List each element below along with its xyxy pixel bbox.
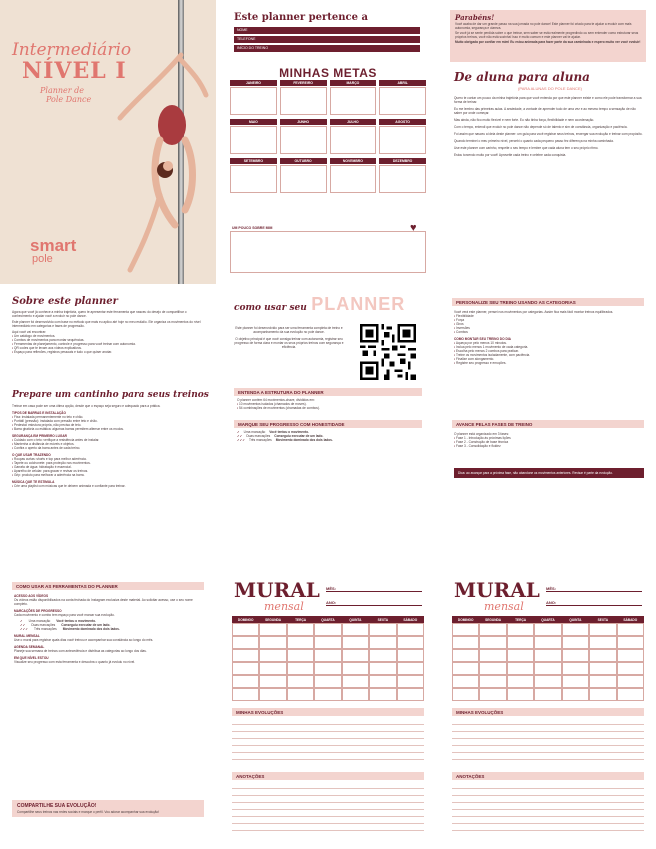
calendar-day-cell[interactable] bbox=[589, 649, 616, 662]
evolutions-title: MINHAS EVOLUÇÕES bbox=[232, 708, 424, 716]
phase-item: ▪ Fase 3 - Consolidação e fluidez bbox=[454, 444, 644, 448]
calendar-day-cell[interactable] bbox=[589, 662, 616, 675]
calendar-day-cell[interactable] bbox=[369, 675, 396, 688]
student-paragraph: Eu me lembro das primeiras aulas. A ansiedade, a vontade de aprender tudo de uma vez e ao mesmo tempo a sensação de não saber por onde começar. bbox=[454, 107, 636, 115]
calendar-day-cell[interactable] bbox=[287, 688, 314, 701]
qr-code[interactable] bbox=[360, 324, 416, 380]
goal-month[interactable]: ABRIL bbox=[379, 80, 426, 115]
calendar-day-cell[interactable] bbox=[314, 623, 341, 636]
calendar-day-cell[interactable] bbox=[589, 675, 616, 688]
step-item: ▪ Finalize com alongamento. bbox=[454, 357, 644, 361]
goal-month[interactable]: JANEIRO bbox=[230, 80, 277, 115]
calendar-day-cell[interactable] bbox=[369, 636, 396, 649]
calendar-day-cell[interactable] bbox=[259, 688, 286, 701]
prepare-item: ▪ Portátil (pressão): instalada com pressão entre teto e chão. bbox=[12, 419, 204, 423]
howto-intro1: Este planner foi desenvolvido para ser uma ferramenta completa de treino e acompanhamento da sua evolução no pole dance. bbox=[235, 326, 343, 334]
mural-title-a: MURAL bbox=[454, 578, 540, 602]
prepare-item: ▪ Fixa: instalada permanentemente no teto e chão. bbox=[12, 415, 204, 419]
calendar-day-cell[interactable] bbox=[287, 662, 314, 675]
calendar-day-cell[interactable] bbox=[479, 662, 506, 675]
tools-box-title: COMO USAR AS FERRAMENTAS DO PLANNER bbox=[12, 582, 204, 590]
calendar-day-cell[interactable] bbox=[534, 688, 561, 701]
notes-lines[interactable] bbox=[232, 782, 424, 831]
calendar-day-cell[interactable] bbox=[562, 636, 589, 649]
congrats-p3: Muito obrigada por confiar em mim! Eu estou animada para fazer parte da sua caminhada e espero muito ver você evoluir! bbox=[455, 40, 641, 44]
student-paragraph: Quero te contar um pouco da minha trajetória para que você entenda por que este planner existe e como ele pode transformar a sua forma de treinar. bbox=[454, 96, 642, 104]
structure-box-title: ENTENDA A ESTRUTURA DO PLANNER bbox=[234, 388, 422, 396]
cover-page bbox=[0, 0, 216, 284]
share-text: Compartilhe seus treinos nas redes sociais e marque o perfil. Vou adorar acompanhar sua evolução! bbox=[17, 810, 160, 814]
congrats-box bbox=[450, 10, 646, 62]
step-item: ▪ Registre seu progresso e emoções. bbox=[454, 361, 644, 365]
calendar-day-cell[interactable] bbox=[314, 688, 341, 701]
student-paragraph: Use este planner com carinho, respeite o seu tempo e lembre que cada aluna tem o seu próprio ritmo. bbox=[454, 146, 599, 150]
howto-title-b: PLANNER bbox=[311, 294, 406, 314]
tools-section-text: Cada movimento e combo tem espaço para você marcar sua evolução. bbox=[14, 613, 115, 617]
calendar-day-cell[interactable] bbox=[452, 649, 479, 662]
calendar-header: DOMINGO SEGUNDA TERÇA QUARTA QUINTA SEXTA SÁBADO bbox=[452, 616, 644, 623]
structure-item: ▪ 10 movimentos isolados (chamados de moves). bbox=[237, 402, 419, 406]
calendar-day-cell[interactable] bbox=[397, 636, 424, 649]
calendar-day-cell[interactable] bbox=[479, 675, 506, 688]
category-item: ▪ Inversões bbox=[454, 326, 644, 330]
cover-subtitle-line1: Planner de bbox=[40, 86, 84, 95]
calendar-day-cell[interactable] bbox=[534, 623, 561, 636]
calendar-day-cell[interactable] bbox=[287, 649, 314, 662]
mural-page-1 bbox=[220, 572, 436, 849]
about-item: ▪ QR codes que te levam aos vídeos explicativos. bbox=[12, 346, 204, 350]
prepare-item: ▪ Barra giratória ou estática: algumas barras permitem alternar entre os modos. bbox=[12, 427, 204, 431]
congrats-p1: Você acaba de dar um grande passo na sua jornada no pole dance! Este planner foi criado para te ajudar a evoluir com mais autonomia, segurança e clareza. bbox=[455, 22, 632, 30]
calendar-day-cell[interactable] bbox=[562, 662, 589, 675]
calendar-day-cell[interactable] bbox=[452, 662, 479, 675]
progress-box bbox=[234, 420, 422, 444]
phase-item: ▪ Fase 1 - Introdução às próximas lições bbox=[454, 436, 644, 440]
calendar-day-cell[interactable] bbox=[589, 636, 616, 649]
goal-month[interactable]: AGOSTO bbox=[379, 119, 426, 154]
calendar-day-cell[interactable] bbox=[232, 675, 259, 688]
mural-title-a: MURAL bbox=[234, 578, 320, 602]
about-p2: Este planner foi desenvolvido com base no método que mais eu aplico até hoje no meu estúdio. Ele organiza os movimentos do nível intermediário em categorias e fases de progressão. bbox=[12, 320, 201, 328]
prepare-item: ▪ Garrafa de água: hidratação é essencial. bbox=[12, 465, 204, 469]
student-paragraph: Mas ainda, não fico muito flexível e nem forte. Eu não tinha força, flexibilidade e nem coordenação. bbox=[454, 118, 595, 122]
howto-title bbox=[234, 294, 405, 315]
calendar-body bbox=[452, 623, 644, 701]
calendar-day-cell[interactable] bbox=[479, 636, 506, 649]
prepare-item: ▪ Cuidado com o teto: verifique a resistência antes de instalar. bbox=[12, 438, 204, 442]
calendar-day-cell[interactable] bbox=[342, 688, 369, 701]
calendar bbox=[452, 616, 644, 701]
calendar-day-cell[interactable] bbox=[534, 649, 561, 662]
calendar-day-cell[interactable] bbox=[507, 662, 534, 675]
phase-item: ▪ Fase 2 - Construção de base técnica bbox=[454, 440, 644, 444]
howto-intro bbox=[234, 326, 344, 349]
calendar-day-cell[interactable] bbox=[617, 623, 644, 636]
calendar-day-cell[interactable] bbox=[452, 636, 479, 649]
calendar-day-cell[interactable] bbox=[479, 688, 506, 701]
calendar-day-cell[interactable] bbox=[479, 649, 506, 662]
tools-section-title: MARCAÇÕES DE PROGRESSO bbox=[14, 609, 62, 613]
calendar-day-cell[interactable] bbox=[342, 636, 369, 649]
personalize-page bbox=[440, 288, 656, 568]
step-item: ▪ Inclua pelo menos 1 movimento de cada categoria. bbox=[454, 345, 644, 349]
cover-subtitle-line2: Pole Dance bbox=[46, 95, 92, 104]
calendar-day-cell[interactable] bbox=[314, 636, 341, 649]
calendar-day-cell[interactable] bbox=[259, 675, 286, 688]
student-paragraph: Quando terminei o meu primeiro nível, percebi o quanto cada pequeno passo fez diferença na minha caminhada. bbox=[454, 139, 614, 143]
calendar-day-cell[interactable] bbox=[507, 636, 534, 649]
calendar-day-cell[interactable] bbox=[259, 649, 286, 662]
calendar-day-cell[interactable] bbox=[369, 688, 396, 701]
brand-logo bbox=[30, 238, 76, 264]
prepare-item: ▪ Pedestal: estrutura própria, não precisa de teto. bbox=[12, 423, 204, 427]
about-title: Sobre este planner bbox=[12, 296, 118, 307]
calendar-day-cell[interactable] bbox=[342, 649, 369, 662]
category-item: ▪ Força bbox=[454, 318, 644, 322]
prepare-title: Prepare um cantinho para seus treinos bbox=[12, 390, 209, 400]
congrats-p2: Se você já se sente perdida sobre o que treinar, sem saber se está realmente progredindo ou sem entender como estruturar seus próprios treinos, você não está sozinha! Isso é muito comum e este planner vai te ajudar. bbox=[455, 31, 639, 39]
about-list-title: Aqui você vai encontrar: bbox=[12, 330, 47, 334]
calendar-day-cell[interactable] bbox=[232, 623, 259, 636]
steps-title: COMO MONTAR SEU TREINO DO DIA bbox=[454, 337, 511, 341]
calendar-day-cell[interactable] bbox=[287, 623, 314, 636]
about-page bbox=[0, 288, 216, 568]
calendar-day-cell[interactable] bbox=[562, 675, 589, 688]
calendar-day-cell[interactable] bbox=[452, 675, 479, 688]
calendar-day-cell[interactable] bbox=[342, 662, 369, 675]
tools-section-title: MURAL MENSAL bbox=[14, 634, 40, 638]
howto-page bbox=[220, 288, 436, 568]
calendar-day-cell[interactable] bbox=[534, 662, 561, 675]
step-item: ▪ Aqueça por pelo menos 10 minutos. bbox=[454, 341, 644, 345]
year-field[interactable]: ANO: bbox=[546, 600, 642, 606]
about-text bbox=[12, 310, 204, 354]
mural-title-b: mensal bbox=[264, 600, 304, 613]
calendar-day-cell[interactable] bbox=[617, 662, 644, 675]
calendar-day-cell[interactable] bbox=[259, 662, 286, 675]
phases-note: Dica: ao avançar para a próxima fase, não abandone os movimentos anteriores. Revisar é parte da evolução. bbox=[454, 468, 644, 478]
prepare-section-title: TIPOS DE BARRAS E INSTALAÇÃO bbox=[12, 411, 66, 415]
evolutions-title: MINHAS EVOLUÇÕES bbox=[452, 708, 644, 716]
calendar-day-cell[interactable] bbox=[617, 675, 644, 688]
howto-intro2: O objetivo principal é que você consiga treinar com autonomia, registrar seu progresso de forma clara e montar os seus próprios treinos com segurança e eficiência. bbox=[234, 337, 344, 349]
calendar-day-cell[interactable] bbox=[534, 675, 561, 688]
calendar-day-cell[interactable] bbox=[232, 636, 259, 649]
prepare-item: ▪ Tapete ou colchonete: para proteção nos movimentos. bbox=[12, 461, 204, 465]
calendar-day-cell[interactable] bbox=[452, 688, 479, 701]
calendar-day-cell[interactable] bbox=[369, 623, 396, 636]
prepare-section-title: SEGURANÇA EM PRIMEIRO LUGAR bbox=[12, 434, 67, 438]
student-paragraph: Foi assim que nasceu a ideia deste planner: um guia para você registrar seus treinos, enxergar sua evolução e treinar com propósito. bbox=[454, 132, 643, 136]
step-item: ▪ Escolha pelo menos 2 combos para praticar. bbox=[454, 349, 644, 353]
calendar-day-cell[interactable] bbox=[232, 688, 259, 701]
calendar-day-cell[interactable] bbox=[617, 636, 644, 649]
about-item: ▪ Ferramentas de planejamento, controle e progresso para você treinar com autonomia. bbox=[12, 342, 204, 346]
calendar-day-cell[interactable] bbox=[452, 623, 479, 636]
calendar-day-cell[interactable] bbox=[232, 649, 259, 662]
goal-month[interactable]: OUTUBRO bbox=[280, 158, 327, 193]
howto-title-a: como usar seu bbox=[234, 303, 307, 313]
owner-field-name[interactable]: NOME bbox=[234, 27, 420, 34]
calendar-header: DOMINGO SEGUNDA TERÇA QUARTA QUINTA SEXTA SÁBADO bbox=[232, 616, 424, 623]
tools-page bbox=[0, 572, 216, 849]
congrats-page bbox=[440, 0, 656, 284]
cover-title-line2: NÍVEL I bbox=[22, 58, 127, 84]
tools-section-text: Os vídeos estão disponibilizados na conta fechada do Instagram exclusiva deste material. Ao solicitar acesso, use o seu nome completo. bbox=[14, 598, 193, 606]
calendar-day-cell[interactable] bbox=[617, 688, 644, 701]
tools-section-title: EM QUE NÍVEL ESTOU bbox=[14, 656, 49, 660]
mural-title-b: mensal bbox=[484, 600, 524, 613]
owner-field-phone[interactable]: TELEFONE bbox=[234, 36, 420, 43]
calendar-day-cell[interactable] bbox=[562, 649, 589, 662]
prepare-item: ▪ Mantenha a distância de móveis e objetos. bbox=[12, 442, 204, 446]
goal-month[interactable]: FEVEREIRO bbox=[280, 80, 327, 115]
year-field[interactable]: ANO: bbox=[326, 600, 422, 606]
mural-page-2 bbox=[440, 572, 656, 849]
calendar-day-cell[interactable] bbox=[397, 688, 424, 701]
tools-section-text: Use o mural para registrar quais dias você treinou e acompanhar sua constância ao longo do mês. bbox=[14, 638, 154, 642]
calendar-body bbox=[232, 623, 424, 701]
calendar-day-cell[interactable] bbox=[314, 662, 341, 675]
goal-month[interactable]: MARÇO bbox=[330, 80, 377, 115]
goals-grid bbox=[230, 80, 426, 193]
about-item: ▪ Um catálogo de movimentos. bbox=[12, 334, 204, 338]
calendar-day-cell[interactable] bbox=[589, 623, 616, 636]
calendar-day-cell[interactable] bbox=[342, 675, 369, 688]
brand-logo-word2: pole bbox=[32, 253, 53, 265]
phases-intro: O planner está organizado em 3 fases: bbox=[454, 432, 509, 436]
student-paragraph: Com o tempo, entendi que evoluir no pole dance não depende só de talento e sim de constância, organização e paciência. bbox=[454, 125, 628, 129]
cover-title-line1: Intermediário bbox=[12, 40, 132, 60]
student-paragraph: Estou torcendo muito por você! Aproveite cada treino e celebre cada conquista. bbox=[454, 153, 567, 157]
step-item: ▪ Treine os movimentos isoladamente, com paciência. bbox=[454, 353, 644, 357]
student-title: De aluna para aluna bbox=[454, 70, 590, 84]
calendar-day-cell[interactable] bbox=[232, 662, 259, 675]
student-subtitle: (PARA ALUNAS DO POLE DANCE) bbox=[518, 86, 582, 91]
goal-month[interactable]: DEZEMBRO bbox=[379, 158, 426, 193]
evolutions-lines[interactable] bbox=[232, 718, 424, 760]
share-box bbox=[12, 800, 204, 817]
personalize-text bbox=[454, 310, 644, 365]
notes-title: ANOTAÇÕES bbox=[232, 772, 424, 780]
tools-section-text: Planeje sua semana de treinos com antecedência e distribua as categorias ao longo dos dias. bbox=[14, 649, 147, 653]
calendar-day-cell[interactable] bbox=[259, 636, 286, 649]
category-item: ▪ Giros bbox=[454, 322, 644, 326]
calendar-day-cell[interactable] bbox=[397, 662, 424, 675]
owner-title: Este planner pertence a bbox=[234, 12, 368, 23]
owner-fields bbox=[234, 27, 420, 52]
about-p1: Agora que você já conhece a minha trajetória, quero te apresentar este ferramenta que nasceu do desejo de compartilhar o conhecimento e ajudar você a evoluir no pole dance. bbox=[12, 310, 187, 318]
calendar-day-cell[interactable] bbox=[342, 623, 369, 636]
calendar-day-cell[interactable] bbox=[534, 636, 561, 649]
tools-marks: ✓ Uma marcação Você tentou o movimento. ✓✓ Duas marcações Conseguiu executar de um lado. ✓✓✓ Três marcações Movimento dominado dos dois lados. bbox=[20, 619, 120, 631]
tools-section-title: ACESSO AOS VÍDEOS bbox=[14, 594, 49, 598]
tools-text bbox=[14, 594, 204, 664]
owner-field-start[interactable]: INÍCIO DO TREINO bbox=[234, 45, 420, 52]
prepare-section-title: O QUE USAR TRAZENDO bbox=[12, 453, 51, 457]
tools-section-title: AGENDA SEMANAL bbox=[14, 645, 45, 649]
month-field[interactable]: MÊS: bbox=[326, 586, 422, 592]
notes-title: ANOTAÇÕES bbox=[452, 772, 644, 780]
personalize-intro: Você verá este planner, pensei nos movimentos por categorias. Assim fica mais fácil montar treinos equilibrados. bbox=[454, 310, 614, 314]
music-title: MÚSICA QUE TE ESTIMULA bbox=[12, 480, 55, 484]
calendar-day-cell[interactable] bbox=[397, 649, 424, 662]
prepare-item: ▪ Grip: produto para melhorar a aderência na barra. bbox=[12, 473, 204, 477]
congrats-title: Parabéns! bbox=[455, 13, 495, 22]
calendar bbox=[232, 616, 424, 701]
calendar-day-cell[interactable] bbox=[287, 636, 314, 649]
progress-box-title: MARQUE SEU PROGRESSO COM HONESTIDADE bbox=[234, 420, 422, 428]
prepare-item: ▪ Roupas curtas: shorts e top para melhor aderência. bbox=[12, 457, 204, 461]
calendar-day-cell[interactable] bbox=[259, 623, 286, 636]
evolutions-lines[interactable] bbox=[452, 718, 644, 760]
goals-page bbox=[220, 0, 436, 284]
calendar-day-cell[interactable] bbox=[397, 675, 424, 688]
category-item: ▪ Flexibilidade bbox=[454, 314, 644, 318]
calendar-day-cell[interactable] bbox=[562, 623, 589, 636]
notes-lines[interactable] bbox=[452, 782, 644, 831]
calendar-day-cell[interactable] bbox=[287, 675, 314, 688]
about-me-label: UM POUCO SOBRE MIM bbox=[232, 226, 273, 230]
structure-item: ▪ 54 combinações de movimentos (chamadas de combos). bbox=[237, 406, 419, 410]
calendar-day-cell[interactable] bbox=[369, 662, 396, 675]
structure-box bbox=[234, 388, 422, 412]
student-text bbox=[454, 96, 644, 157]
brand-logo-word1: smart bbox=[30, 236, 77, 255]
mark-row: ✓✓✓ Três marcações Movimento dominado dos dois lados. bbox=[237, 438, 333, 442]
calendar-day-cell[interactable] bbox=[397, 623, 424, 636]
calendar-day-cell[interactable] bbox=[314, 675, 341, 688]
goal-month[interactable]: JULHO bbox=[330, 119, 377, 154]
category-item: ▪ Combos bbox=[454, 330, 644, 334]
goal-month[interactable]: MAIO bbox=[230, 119, 277, 154]
calendar-day-cell[interactable] bbox=[479, 623, 506, 636]
prepare-item: ▪ Aparelho de celular: para gravar e revisar os treinos. bbox=[12, 469, 204, 473]
calendar-day-cell[interactable] bbox=[314, 649, 341, 662]
calendar-day-cell[interactable] bbox=[507, 675, 534, 688]
goal-month[interactable]: NOVEMBRO bbox=[330, 158, 377, 193]
calendar-day-cell[interactable] bbox=[507, 649, 534, 662]
calendar-day-cell[interactable] bbox=[507, 688, 534, 701]
mark-row: ✓✓ Duas marcações Conseguiu executar de um lado. bbox=[237, 434, 324, 438]
phases-box-title: AVANCE PELAS FASES DE TREINO bbox=[452, 420, 644, 428]
calendar-day-cell[interactable] bbox=[507, 623, 534, 636]
heart-icon: ♥ bbox=[410, 222, 417, 234]
prepare-intro: Treinar em casa pode ser uma ótima opção, desde que o espaço seja seguro e adequado para a prática. bbox=[12, 404, 161, 408]
calendar-day-cell[interactable] bbox=[589, 688, 616, 701]
about-item: ▪ Combos de movimentos para montar sequências. bbox=[12, 338, 204, 342]
about-me-box[interactable] bbox=[230, 231, 426, 273]
goal-month[interactable]: JUNHO bbox=[280, 119, 327, 154]
goals-title: MINHAS METAS bbox=[279, 66, 377, 80]
month-field[interactable]: MÊS: bbox=[546, 586, 642, 592]
music-text: ▪ Crie uma playlist com músicas que te deixem animada e confiante para treinar. bbox=[12, 484, 204, 488]
tools-section-text: Visualize seu progresso com esta ferramenta e descubra o quanto já evoluiu no nível. bbox=[14, 660, 136, 664]
structure-item: O planner contém 64 movimentos-chave, divididos em: bbox=[237, 398, 315, 402]
prepare-text bbox=[12, 404, 204, 488]
calendar-day-cell[interactable] bbox=[369, 649, 396, 662]
share-title: COMPARTILHE SUA EVOLUÇÃO! bbox=[17, 803, 97, 809]
mark-row: ✓ Uma marcação Você tentou o movimento. bbox=[237, 430, 309, 434]
prepare-item: ▪ Confira o aperto da barra antes de cada treino. bbox=[12, 446, 204, 450]
about-item: ▪ Espaço para reflexões, registros pessoais e tudo o que quiser anotar. bbox=[12, 350, 204, 354]
calendar-day-cell[interactable] bbox=[562, 688, 589, 701]
goal-month[interactable]: SETEMBRO bbox=[230, 158, 277, 193]
personalize-box-title: PERSONALIZE SEU TREINO USANDO AS CATEGORIAS bbox=[452, 298, 644, 306]
calendar-day-cell[interactable] bbox=[617, 649, 644, 662]
phases-text bbox=[454, 432, 644, 448]
